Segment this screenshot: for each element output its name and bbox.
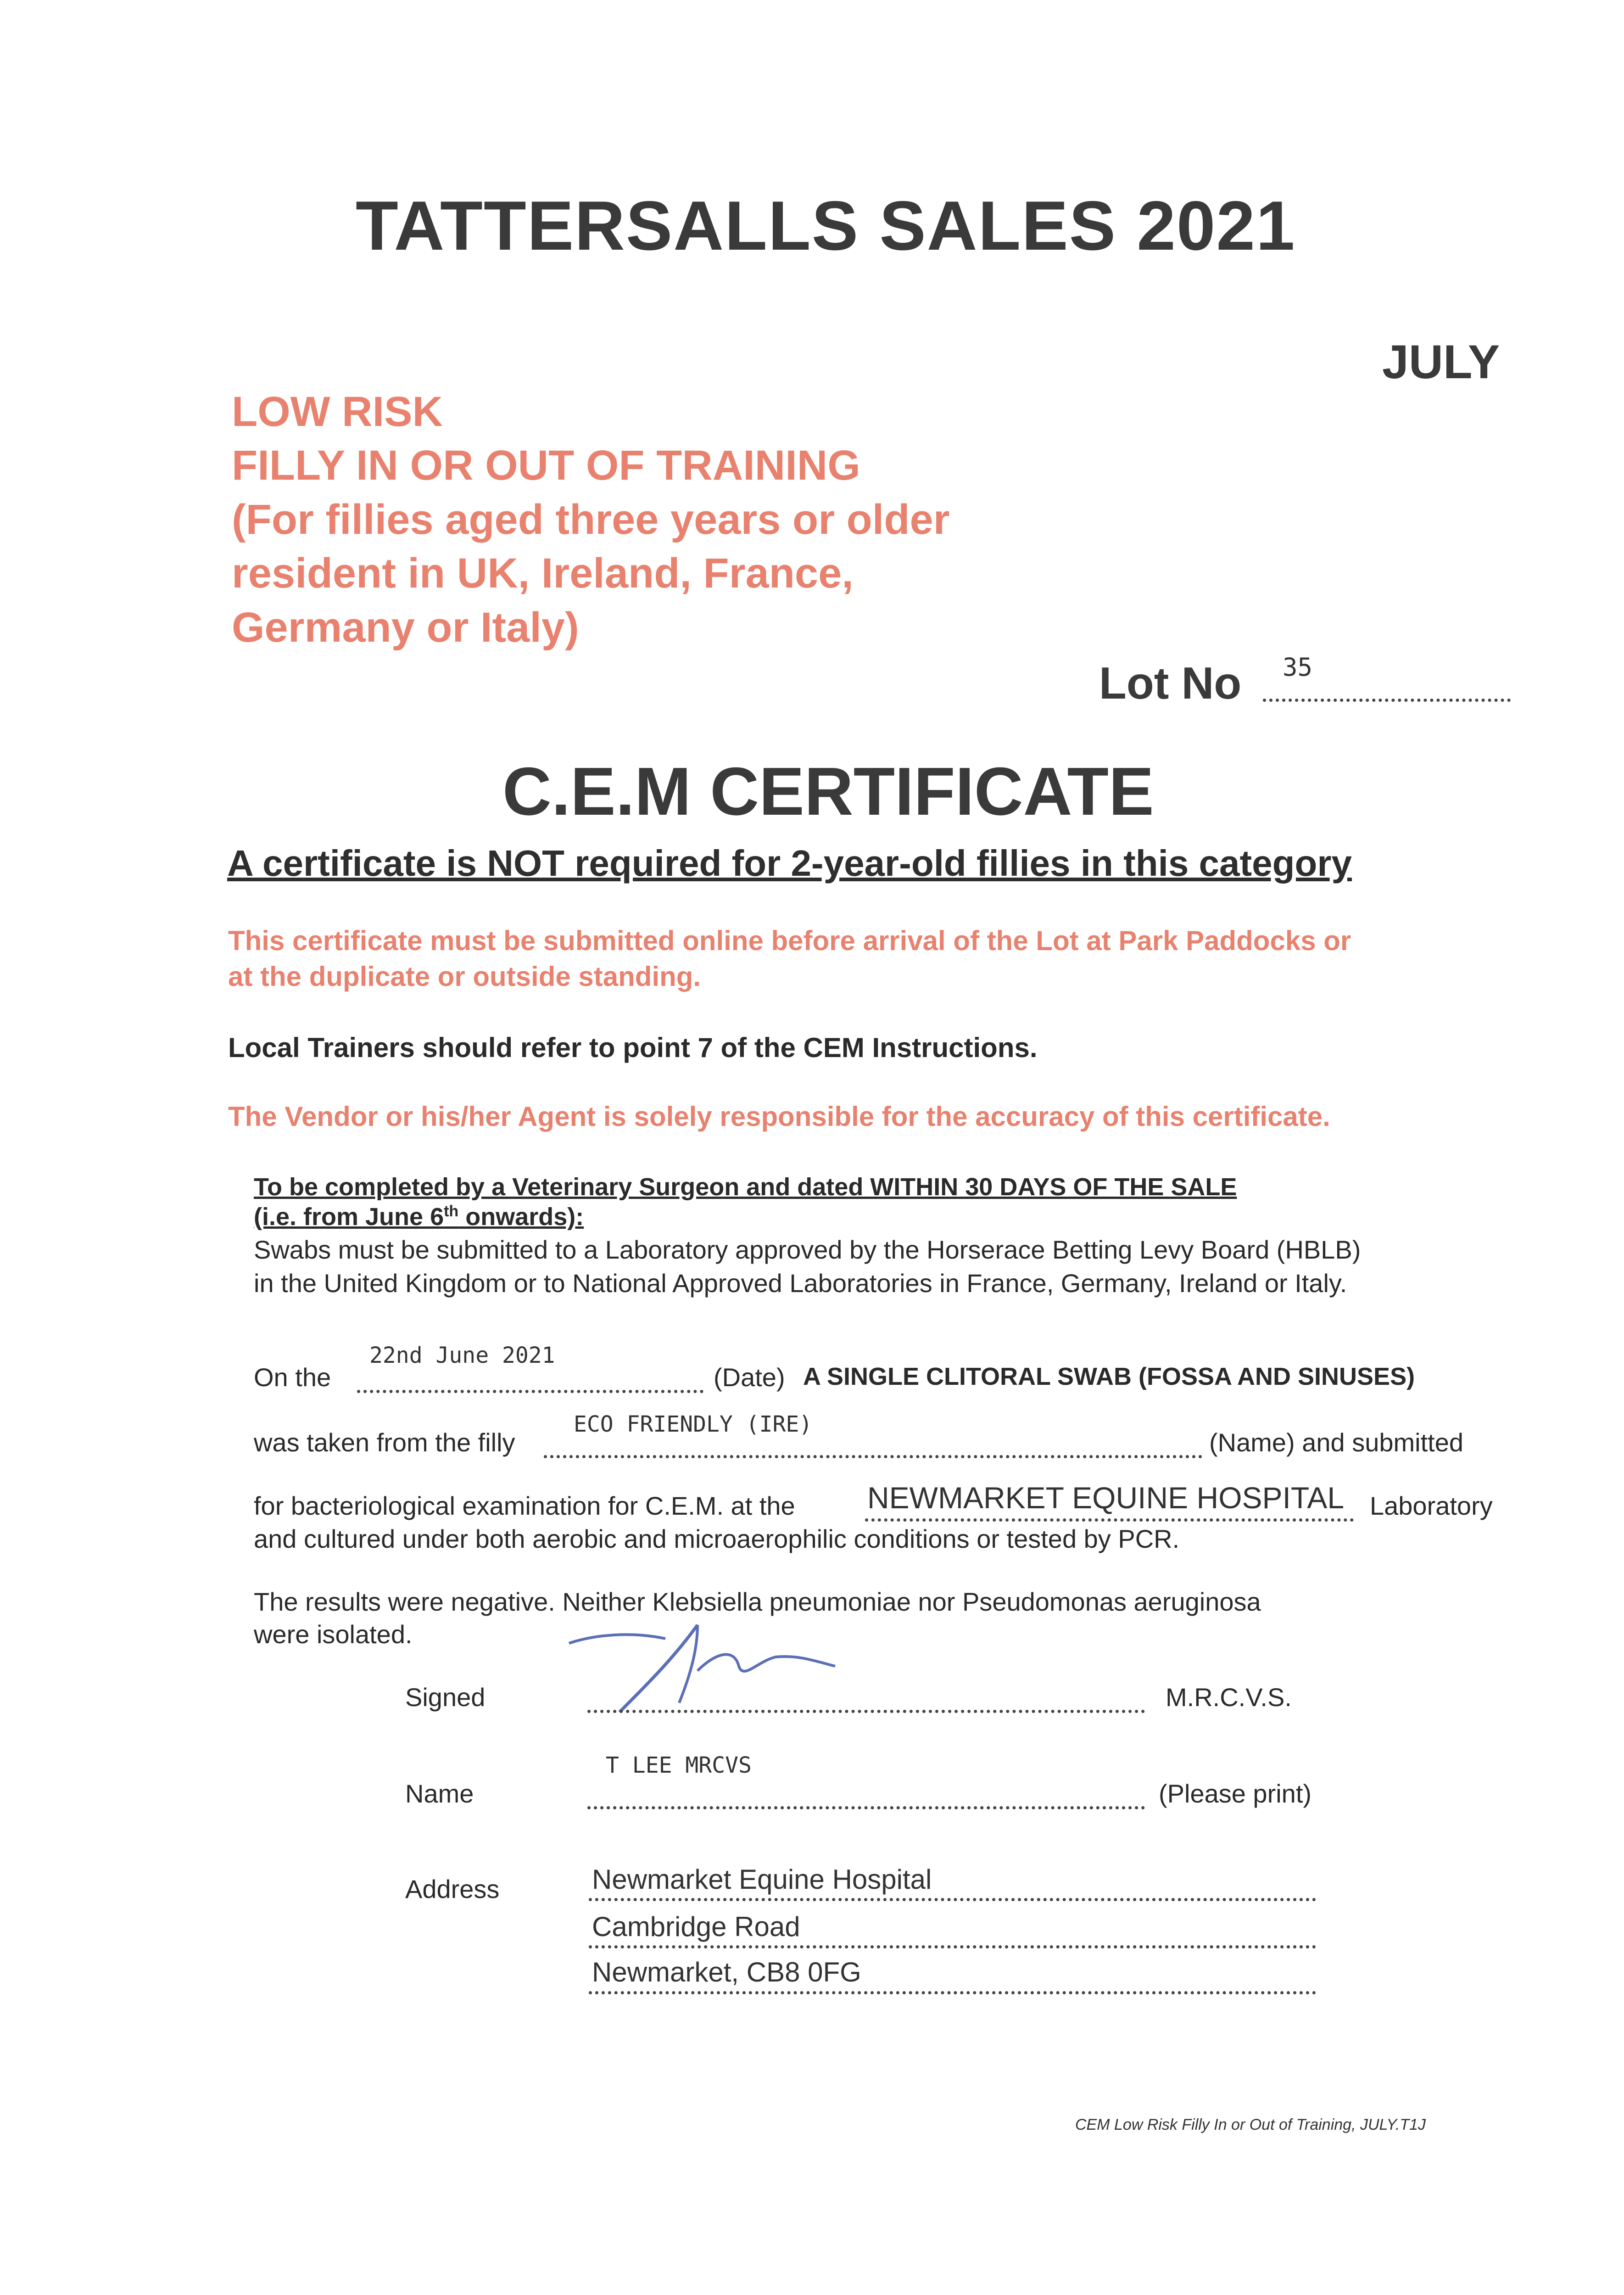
name-field <box>587 1806 1145 1809</box>
exam-label: for bacteriological examination for C.E.M. at the <box>254 1491 795 1520</box>
submit-notice-line-1: This certificate must be submitted online before arrival of the Lot at Park Paddocks or <box>228 925 1351 956</box>
signed-suffix: M.R.C.V.S. <box>1166 1683 1292 1712</box>
lot-number: 35 <box>1283 653 1313 682</box>
signed-label: Signed <box>405 1683 486 1712</box>
form-code: CEM Low Risk Filly In or Out of Training, JULY.T1J <box>1075 2116 1426 2133</box>
date-field <box>357 1390 703 1393</box>
sale-month: JULY <box>1382 336 1500 389</box>
address-field-1 <box>589 1898 1316 1901</box>
filly-name-value: ECO FRIENDLY (IRE) <box>574 1411 813 1437</box>
signature-mark <box>560 1611 881 1717</box>
on-the-label: On the <box>254 1363 331 1392</box>
lot-label: Lot No <box>1099 658 1242 708</box>
date-value: 22nd June 2021 <box>369 1343 555 1368</box>
results-line-2: were isolated. <box>254 1620 413 1649</box>
address-line-1: Newmarket Equine Hospital <box>592 1864 932 1895</box>
category-line-2: FILLY IN OR OUT OF TRAINING <box>232 442 860 489</box>
instructions-heading-line-1: To be completed by a Veterinary Surgeon and dated WITHIN 30 DAYS OF THE SALE <box>254 1173 1237 1201</box>
document-title: TATTERSALLS SALES 2021 <box>356 187 1296 265</box>
address-field-2 <box>589 1945 1316 1948</box>
category-line-1: LOW RISK <box>232 388 443 435</box>
name-suffix: (Please print) <box>1159 1779 1312 1808</box>
trainers-notice: Local Trainers should refer to point 7 of the CEM Instructions. <box>228 1032 1038 1063</box>
date-suffix: (Date) <box>714 1363 785 1392</box>
category-line-3: (For fillies aged three years or older <box>232 496 950 543</box>
heading-superscript: th <box>444 1203 459 1220</box>
filly-suffix: (Name) and submitted <box>1209 1428 1464 1457</box>
filly-label: was taken from the filly <box>254 1428 515 1457</box>
instructions-heading-line-2 <box>254 1203 584 1231</box>
category-line-5: Germany or Italy) <box>232 604 579 651</box>
address-label: Address <box>405 1875 500 1903</box>
lot-field <box>1263 699 1511 702</box>
cultured-text: and cultured under both aerobic and microaerophilic conditions or tested by PCR. <box>254 1524 1180 1553</box>
certificate-note: A certificate is NOT required for 2-year-old fillies in this category <box>227 843 1352 884</box>
lab-suffix: Laboratory <box>1370 1491 1493 1520</box>
heading-text-b: onwards): <box>458 1203 584 1231</box>
signed-field <box>587 1710 1145 1713</box>
category-line-4: resident in UK, Ireland, France, <box>232 550 854 597</box>
filly-field <box>544 1455 1202 1458</box>
submit-notice-line-2: at the duplicate or outside standing. <box>228 961 701 992</box>
swab-text: A SINGLE CLITORAL SWAB (FOSSA AND SINUSES) <box>803 1363 1415 1390</box>
name-label: Name <box>405 1779 474 1808</box>
lab-name-value: NEWMARKET EQUINE HOSPITAL <box>867 1481 1345 1515</box>
instructions-body-line-2: in the United Kingdom or to National Approved Laboratories in France, Germany, Ireland or Italy. <box>254 1269 1347 1298</box>
address-field-3 <box>589 1991 1316 1994</box>
heading-text-a: (i.e. from June 6 <box>254 1203 444 1231</box>
instructions-body-line-1: Swabs must be submitted to a Laboratory approved by the Horserace Betting Levy Board (HBLB) <box>254 1235 1361 1264</box>
vendor-notice: The Vendor or his/her Agent is solely responsible for the accuracy of this certificate. <box>228 1101 1330 1132</box>
address-line-2: Cambridge Road <box>592 1911 800 1942</box>
results-line-1: The results were negative. Neither Klebsiella pneumoniae nor Pseudomonas aeruginosa <box>254 1587 1261 1616</box>
address-line-3: Newmarket, CB8 0FG <box>592 1957 861 1987</box>
vet-name-value: T LEE MRCVS <box>606 1752 752 1778</box>
certificate-title: C.E.M CERTIFICATE <box>502 754 1154 829</box>
lab-field <box>865 1518 1354 1522</box>
